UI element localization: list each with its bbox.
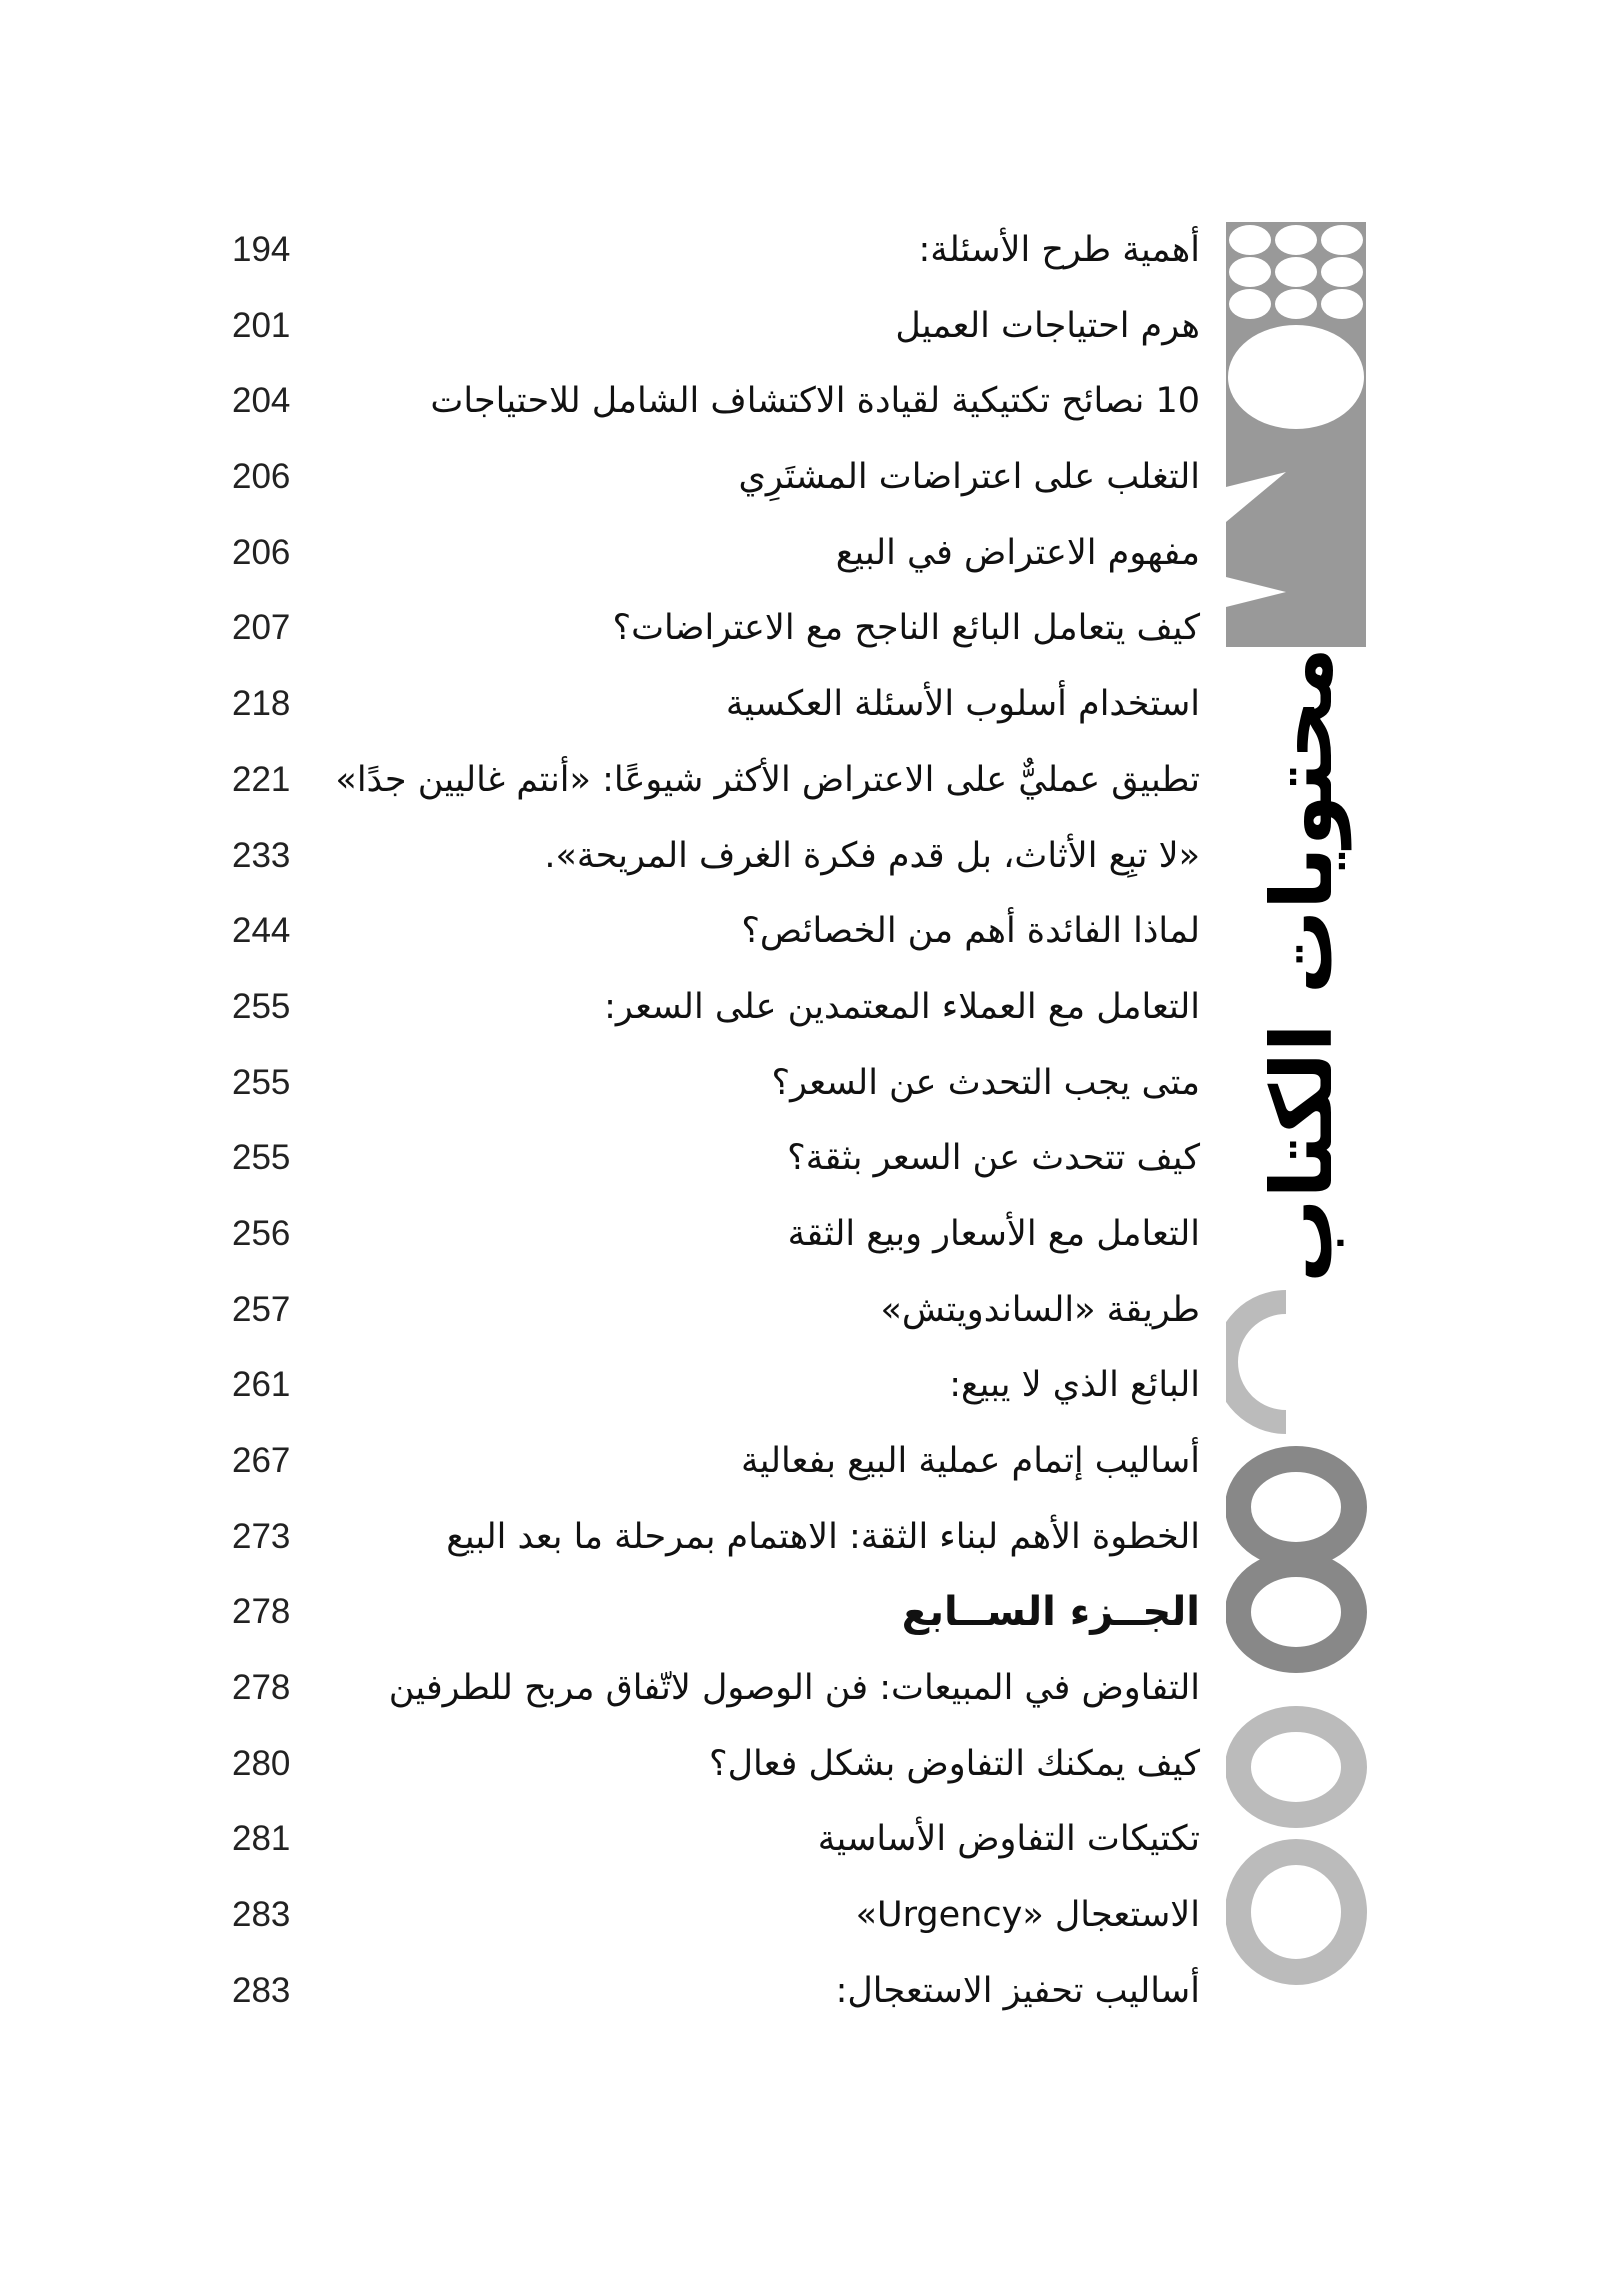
toc-entry-title: التفاوض في المبيعات: فن الوصول لاتّفاق مربح للطرفين bbox=[388, 1668, 1200, 1709]
toc-entry-page-number: 204 bbox=[232, 381, 291, 421]
toc-entry-page-number: 261 bbox=[232, 1365, 291, 1405]
toc-entry[interactable] bbox=[220, 1505, 1200, 1581]
toc-entry-page-number: 267 bbox=[232, 1441, 291, 1480]
toc-entry[interactable] bbox=[220, 1202, 1200, 1278]
circle-pattern bbox=[1226, 222, 1366, 647]
toc-entry[interactable] bbox=[220, 1429, 1200, 1505]
toc-entry-page-number: 221 bbox=[232, 759, 291, 799]
toc-entry-title: استخدام أسلوب الأسئلة العكسية bbox=[725, 684, 1200, 725]
toc-entry-title: تكتيكات التفاوض الأساسية bbox=[817, 1819, 1200, 1860]
toc-entry-title: التعامل مع الأسعار وبيع الثقة bbox=[787, 1213, 1200, 1254]
toc-entry-page-number: 257 bbox=[232, 1289, 291, 1329]
toc-entry-page-number: 255 bbox=[232, 986, 291, 1026]
toc-entry-page-number: 194 bbox=[232, 230, 291, 269]
toc-entry[interactable] bbox=[220, 824, 1200, 900]
toc-entry[interactable] bbox=[220, 218, 1200, 294]
toc-entry-title: أساليب إتمام عملية البيع بفعالية bbox=[741, 1441, 1200, 1481]
toc-entry-title: متى يجب التحدث عن السعر؟ bbox=[771, 1062, 1200, 1103]
toc-entry-title: لماذا الفائدة أهم من الخصائص؟ bbox=[741, 911, 1200, 952]
toc-entry[interactable] bbox=[220, 369, 1200, 445]
toc-entry[interactable] bbox=[220, 975, 1200, 1051]
toc-entry[interactable] bbox=[220, 1353, 1200, 1429]
toc-entry-page-number: 281 bbox=[232, 1819, 291, 1859]
toc-entry[interactable] bbox=[220, 1883, 1200, 1959]
toc-entry-page-number: 278 bbox=[232, 1668, 291, 1708]
toc-entry-title: التغلب على اعتراضات المشتَرِي bbox=[738, 457, 1200, 498]
toc-entry[interactable] bbox=[220, 1807, 1200, 1883]
toc-entry[interactable] bbox=[220, 1732, 1200, 1808]
toc-entry[interactable] bbox=[220, 672, 1200, 748]
toc-entry[interactable] bbox=[220, 1656, 1200, 1732]
toc-entry[interactable] bbox=[220, 1959, 1200, 2035]
toc-entry-page-number: 206 bbox=[232, 457, 291, 497]
toc-entry-title: أساليب تحفيز الاستعجال: bbox=[835, 1970, 1200, 2011]
toc-entry-page-number: 280 bbox=[232, 1743, 291, 1783]
toc-entry-title: كيف يتعامل البائع الناجح مع الاعتراضات؟ bbox=[612, 608, 1200, 649]
toc-entry-page-number: 244 bbox=[232, 911, 291, 951]
toc-entry-title: التعامل مع العملاء المعتمدين على السعر: bbox=[604, 986, 1200, 1027]
toc-entry-title: «لا تبِع الأثاث، بل قدم فكرة الغرف المريحة». bbox=[544, 835, 1200, 876]
decorative-arcs bbox=[1226, 1302, 1354, 1972]
toc-entry-title: مفهوم الاعتراض في البيع bbox=[835, 532, 1200, 573]
toc-entry-page-number: 283 bbox=[232, 1895, 291, 1935]
toc-entry-page-number: 278 bbox=[232, 1592, 291, 1632]
toc-entry[interactable] bbox=[220, 748, 1200, 824]
toc-entry[interactable] bbox=[220, 596, 1200, 672]
toc-entry-title: أهمية طرح الأسئلة: bbox=[918, 230, 1200, 270]
toc-entry-page-number: 233 bbox=[232, 835, 291, 875]
toc-entry-title: 10 نصائح تكتيكية لقيادة الاكتشاف الشامل للاحتياجات bbox=[430, 381, 1200, 422]
toc-entry-page-number: 256 bbox=[232, 1213, 291, 1253]
toc-entry[interactable] bbox=[220, 899, 1200, 975]
toc-entry-page-number: 201 bbox=[232, 305, 291, 345]
toc-entry-page-number: 273 bbox=[232, 1516, 291, 1556]
toc-entry-page-number: 255 bbox=[232, 1138, 291, 1178]
toc-entry-page-number: 207 bbox=[232, 608, 291, 648]
toc-entry[interactable] bbox=[220, 1051, 1200, 1127]
toc-entry[interactable] bbox=[220, 1126, 1200, 1202]
toc-entry-page-number: 255 bbox=[232, 1062, 291, 1102]
toc-entry-title: الاستعجال «Urgency» bbox=[855, 1895, 1200, 1936]
toc-entry-title: كيف تتحدث عن السعر بثقة؟ bbox=[787, 1138, 1200, 1179]
table-of-contents bbox=[220, 218, 1200, 2035]
toc-entry-title: الجــزء الســابع bbox=[901, 1589, 1200, 1636]
toc-entry[interactable] bbox=[220, 294, 1200, 370]
toc-entry-page-number: 283 bbox=[232, 1970, 291, 2010]
toc-entry-title: كيف يمكنك التفاوض بشكل فعال؟ bbox=[709, 1743, 1200, 1784]
toc-entry-title: تطبيق عمليٌّ على الاعتراض الأكثر شيوعًا: «أنتم غاليين جدًا» bbox=[335, 759, 1200, 800]
toc-entry-title: هرم احتياجات العميل bbox=[895, 305, 1200, 346]
toc-entry[interactable] bbox=[220, 445, 1200, 521]
toc-entry-page-number: 206 bbox=[232, 532, 291, 572]
toc-entry[interactable] bbox=[220, 521, 1200, 597]
toc-entry-title: طريقة «الساندويتش» bbox=[880, 1289, 1200, 1330]
sidebar-title-text: محتويات الكتاب bbox=[1253, 647, 1351, 1283]
toc-entry-title: الخطوة الأهم لبناء الثقة: الاهتمام بمرحلة ما بعد البيع bbox=[446, 1516, 1200, 1557]
toc-entry-title: البائع الذي لا يبيع: bbox=[949, 1365, 1200, 1406]
toc-part-heading[interactable] bbox=[220, 1580, 1200, 1656]
toc-entry[interactable] bbox=[220, 1278, 1200, 1354]
toc-entry-page-number: 218 bbox=[232, 684, 291, 724]
sidebar-title bbox=[1232, 647, 1372, 1283]
